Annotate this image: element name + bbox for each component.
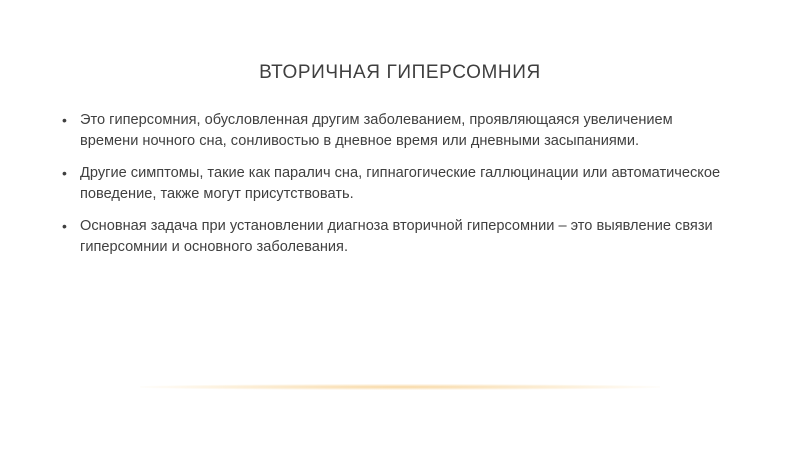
slide-title: ВТОРИЧНАЯ ГИПЕРСОМНИЯ	[259, 62, 541, 83]
bullet-icon: •	[62, 218, 67, 234]
decorative-divider	[140, 384, 660, 390]
bullet-item-1	[62, 110, 722, 152]
bullet-list	[62, 110, 722, 269]
bullet-item-2	[62, 163, 722, 205]
bullet-text: Основная задача при установлении диагноза вторичной гиперсомнии – это выявление связи гиперсомнии и основного заболевания.	[80, 218, 713, 255]
bullet-item-3	[62, 216, 722, 258]
bullet-text: Другие симптомы, такие как паралич сна, гипнагогические галлюцинации или автоматическое поведение, также могут присутствовать.	[80, 165, 721, 202]
bullet-icon: •	[62, 165, 67, 181]
bullet-icon: •	[62, 112, 67, 128]
bullet-text: Это гиперсомния, обусловленная другим заболеванием, проявляющаяся увеличением времени ночного сна, сонливостью в дневное время или дневными засыпаниями.	[80, 112, 673, 149]
